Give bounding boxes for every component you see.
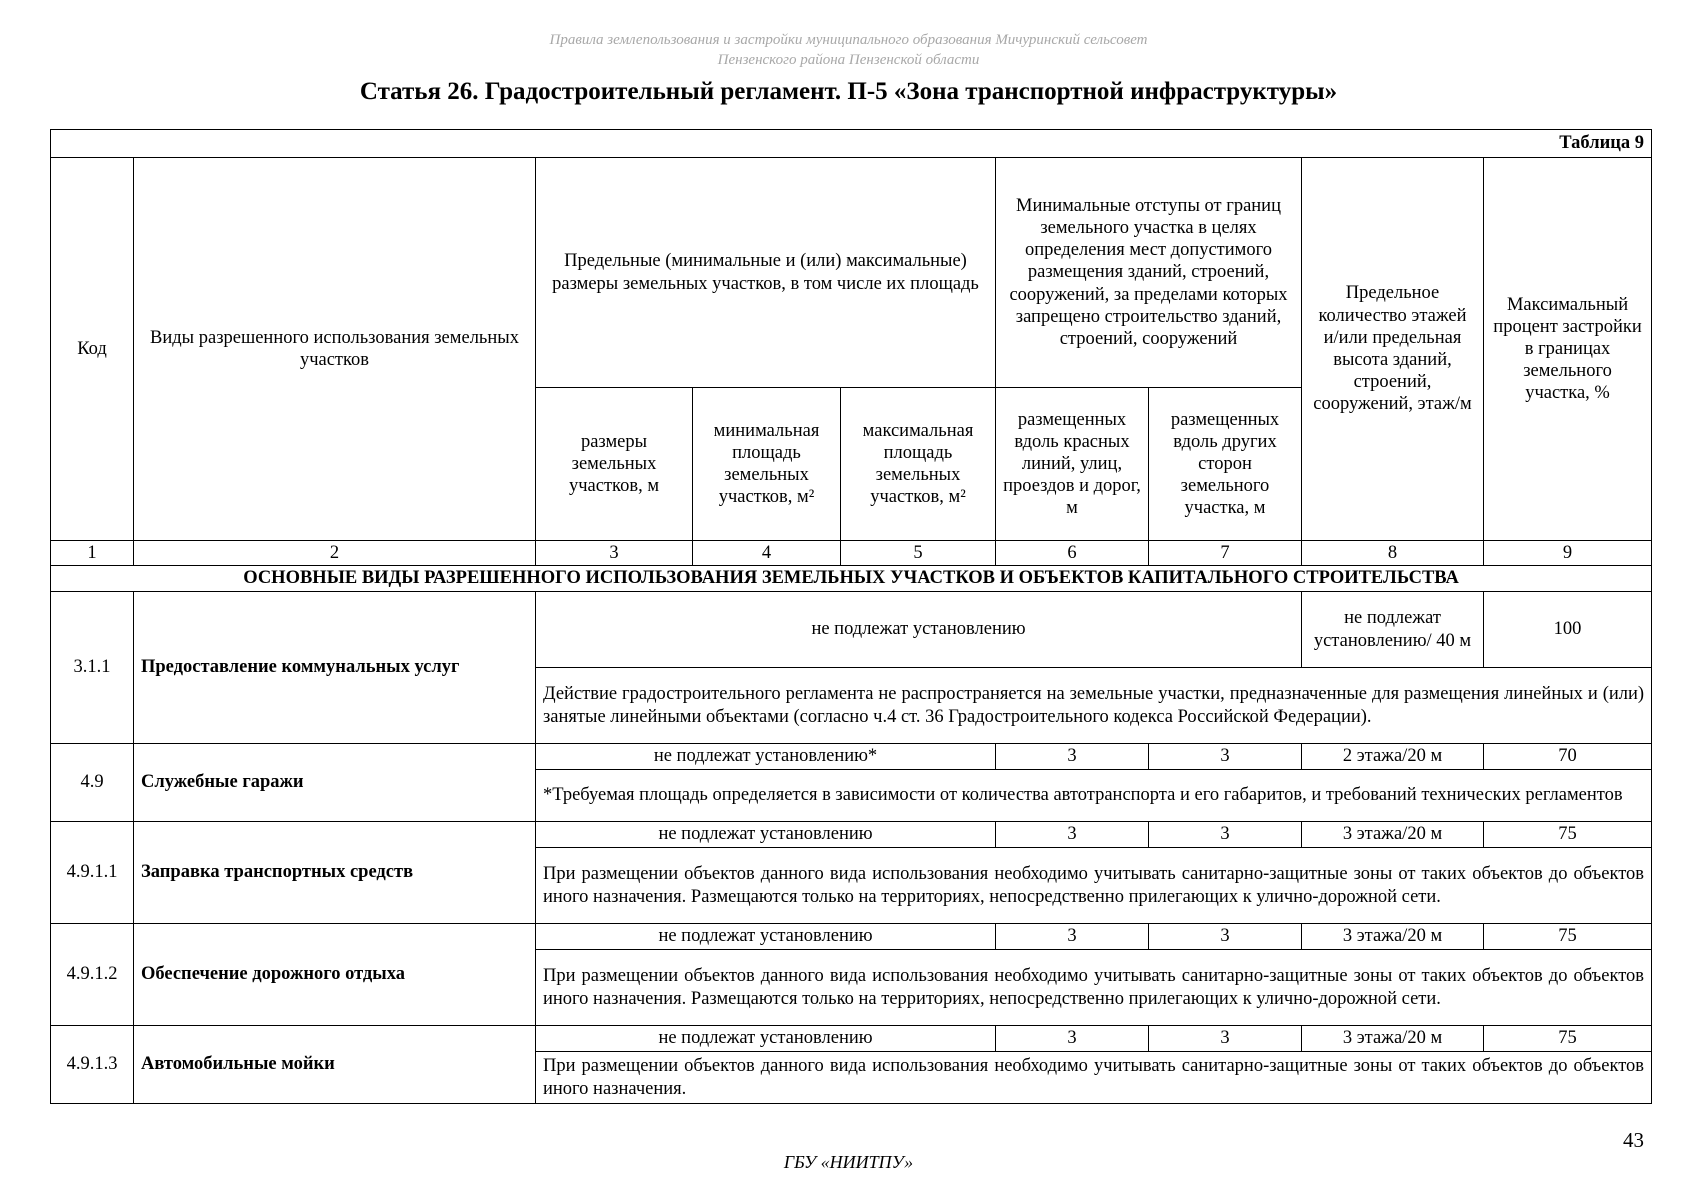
article-title: Статья 26. Градостроительный регламент. П-5 «Зона транспортной инфраструктуры» — [359, 78, 1338, 105]
row-percent: 75 — [1484, 1026, 1652, 1052]
row-code: 4.9 — [51, 744, 134, 822]
row-name: Заправка транспортных средств — [134, 822, 536, 924]
row-name: Обеспечение дорожного отдыха — [134, 924, 536, 1026]
row-setback-red: 3 — [996, 744, 1149, 770]
row-setback-other: 3 — [1149, 924, 1302, 950]
table-row — [51, 744, 1652, 770]
column-number: 8 — [1302, 541, 1484, 566]
row-setback-other: 3 — [1149, 744, 1302, 770]
column-numbers-row — [51, 541, 1652, 566]
running-header — [0, 30, 1697, 70]
column-number: 2 — [134, 541, 536, 566]
table-row — [51, 592, 1652, 668]
header-setback-other: размещенных вдоль других сторон земельного участка, м — [1149, 388, 1302, 541]
row-note: При размещении объектов данного вида использования необходимо учитывать санитарно-защитные зоны от таких объектов до объектов иного назначения. Размещаются только на территориях, непосредственно прилегающих к улично-дорожной сети. — [536, 848, 1652, 924]
row-note: Действие градостроительного регламента не распространяется на земельные участки, предназначенные для размещения линейных и (или) занятые линейными объектами (согласно ч.4 ст. 36 Градостроительного кодекса Российской Федерации). — [536, 668, 1652, 744]
footer-organization: ГБУ «НИИТПУ» — [783, 1152, 914, 1172]
row-setback-other: 3 — [1149, 822, 1302, 848]
row-sizes: не подлежат установлению — [536, 924, 996, 950]
row-floors: не подлежат установлению/ 40 м — [1302, 592, 1484, 668]
header-use-types: Виды разрешенного использования земельных участков — [134, 158, 536, 541]
row-setback-red: 3 — [996, 822, 1149, 848]
row-floors: 3 этажа/20 м — [1302, 822, 1484, 848]
row-floors: 2 этажа/20 м — [1302, 744, 1484, 770]
row-name: Служебные гаражи — [134, 744, 536, 822]
row-note: При размещении объектов данного вида использования необходимо учитывать санитарно-защитные зоны от таких объектов до объектов иного назначения. Размещаются только на территориях, непосредственно прилегающих к улично-дорожной сети. — [536, 950, 1652, 1026]
column-number: 5 — [841, 541, 996, 566]
page-number: 43 — [1623, 1128, 1644, 1152]
column-number: 6 — [996, 541, 1149, 566]
table-row — [51, 924, 1652, 950]
row-params: не подлежат установлению — [536, 592, 1302, 668]
table-caption: Таблица 9 — [51, 130, 1652, 158]
running-header-line-2: Пензенского района Пензенской области — [717, 52, 980, 68]
header-min-area: минимальная площадь земельных участков, м² — [693, 388, 841, 541]
column-number: 3 — [536, 541, 693, 566]
row-code: 4.9.1.2 — [51, 924, 134, 1026]
header-floors: Предельное количество этажей и/или предельная высота зданий, строений, сооружений, этаж/м — [1302, 158, 1484, 541]
row-name: Автомобильные мойки — [134, 1026, 536, 1104]
row-percent: 75 — [1484, 924, 1652, 950]
header-sizes-group: Предельные (минимальные и (или) максимальные) размеры земельных участков, в том числе их площадь — [536, 158, 996, 388]
row-setback-other: 3 — [1149, 1026, 1302, 1052]
running-header-line-1: Правила землепользования и застройки муниципального образования Мичуринский сельсовет — [549, 32, 1148, 48]
row-note: *Требуемая площадь определяется в зависимости от количества автотранспорта и его габаритов, и требований технических регламентов — [536, 770, 1652, 822]
header-plot-sizes: размеры земельных участков, м — [536, 388, 693, 541]
header-max-area: максимальная площадь земельных участков, м² — [841, 388, 996, 541]
row-percent: 75 — [1484, 822, 1652, 848]
header-code: Код — [51, 158, 134, 541]
header-setbacks-group: Минимальные отступы от границ земельного участка в целях определения мест допустимого размещения зданий, строений, сооружений, за пределами которых запрещено строительство зданий, строений, сооружений — [996, 158, 1302, 388]
row-name: Предоставление коммунальных услуг — [134, 592, 536, 744]
row-percent: 70 — [1484, 744, 1652, 770]
row-setback-red: 3 — [996, 1026, 1149, 1052]
row-code: 4.9.1.1 — [51, 822, 134, 924]
section-title: ОСНОВНЫЕ ВИДЫ РАЗРЕШЕННОГО ИСПОЛЬЗОВАНИЯ ЗЕМЕЛЬНЫХ УЧАСТКОВ И ОБЪЕКТОВ КАПИТАЛЬНОГО СТРОИТЕЛЬСТВА — [51, 566, 1652, 592]
regulation-table — [50, 129, 1652, 1104]
table-row — [51, 822, 1652, 848]
row-floors: 3 этажа/20 м — [1302, 1026, 1484, 1052]
row-percent: 100 — [1484, 592, 1652, 668]
row-sizes: не подлежат установлению — [536, 822, 996, 848]
table-row — [51, 1026, 1652, 1052]
header-setback-red: размещенных вдоль красных линий, улиц, проездов и дорог, м — [996, 388, 1149, 541]
row-sizes: не подлежат установлению — [536, 1026, 996, 1052]
header-max-percent: Максимальный процент застройки в границах земельного участка, % — [1484, 158, 1652, 541]
row-note: При размещении объектов данного вида использования необходимо учитывать санитарно-защитные зоны от таких объектов до объектов иного назначения. — [536, 1052, 1652, 1104]
row-code: 3.1.1 — [51, 592, 134, 744]
column-number: 4 — [693, 541, 841, 566]
row-setback-red: 3 — [996, 924, 1149, 950]
column-number: 1 — [51, 541, 134, 566]
row-floors: 3 этажа/20 м — [1302, 924, 1484, 950]
column-number: 7 — [1149, 541, 1302, 566]
row-code: 4.9.1.3 — [51, 1026, 134, 1104]
row-sizes: не подлежат установлению* — [536, 744, 996, 770]
column-number: 9 — [1484, 541, 1652, 566]
